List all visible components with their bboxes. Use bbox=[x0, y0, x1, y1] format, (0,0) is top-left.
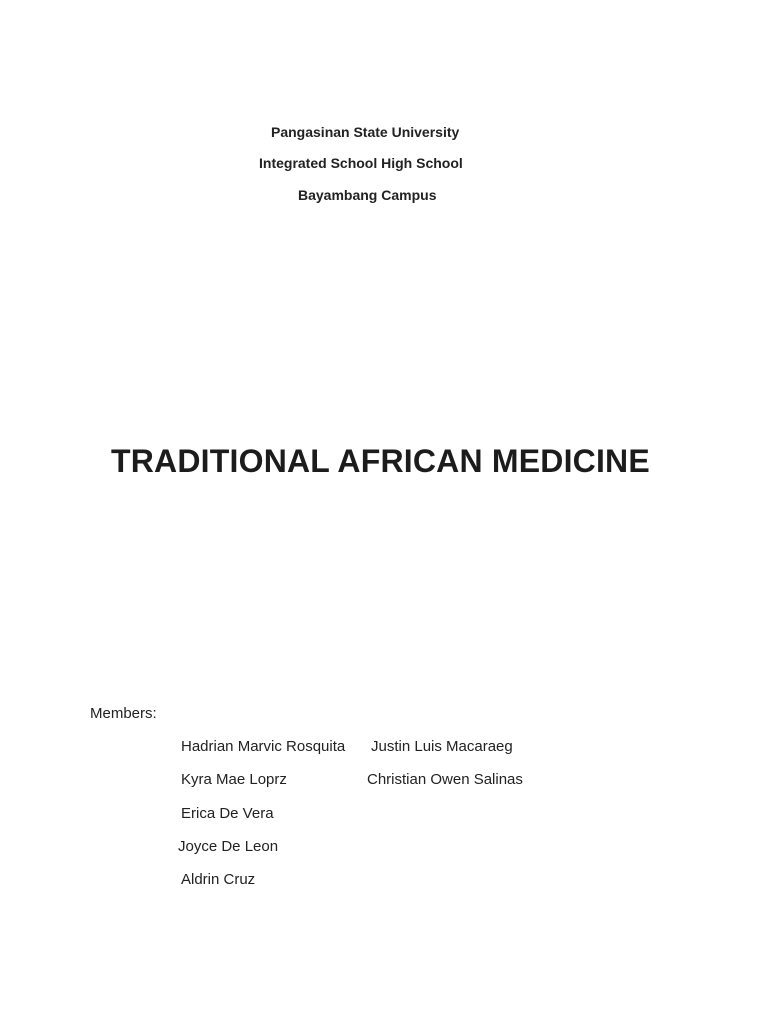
member-name: Joyce De Leon bbox=[178, 838, 279, 855]
member-name: Justin Luis Macaraeg bbox=[371, 738, 513, 755]
member-name: Hadrian Marvic Rosquita bbox=[181, 738, 346, 755]
university-name: Pangasinan State University bbox=[271, 124, 460, 140]
member-name: Christian Owen Salinas bbox=[367, 771, 523, 788]
members-label: Members: bbox=[90, 705, 157, 722]
school-name: Integrated School High School bbox=[259, 155, 463, 171]
member-name: Erica De Vera bbox=[181, 805, 274, 822]
document-title: TRADITIONAL AFRICAN MEDICINE bbox=[111, 443, 650, 479]
member-name: Aldrin Cruz bbox=[181, 871, 256, 888]
member-name: Kyra Mae Loprz bbox=[181, 771, 287, 788]
campus-name: Bayambang Campus bbox=[298, 187, 437, 203]
